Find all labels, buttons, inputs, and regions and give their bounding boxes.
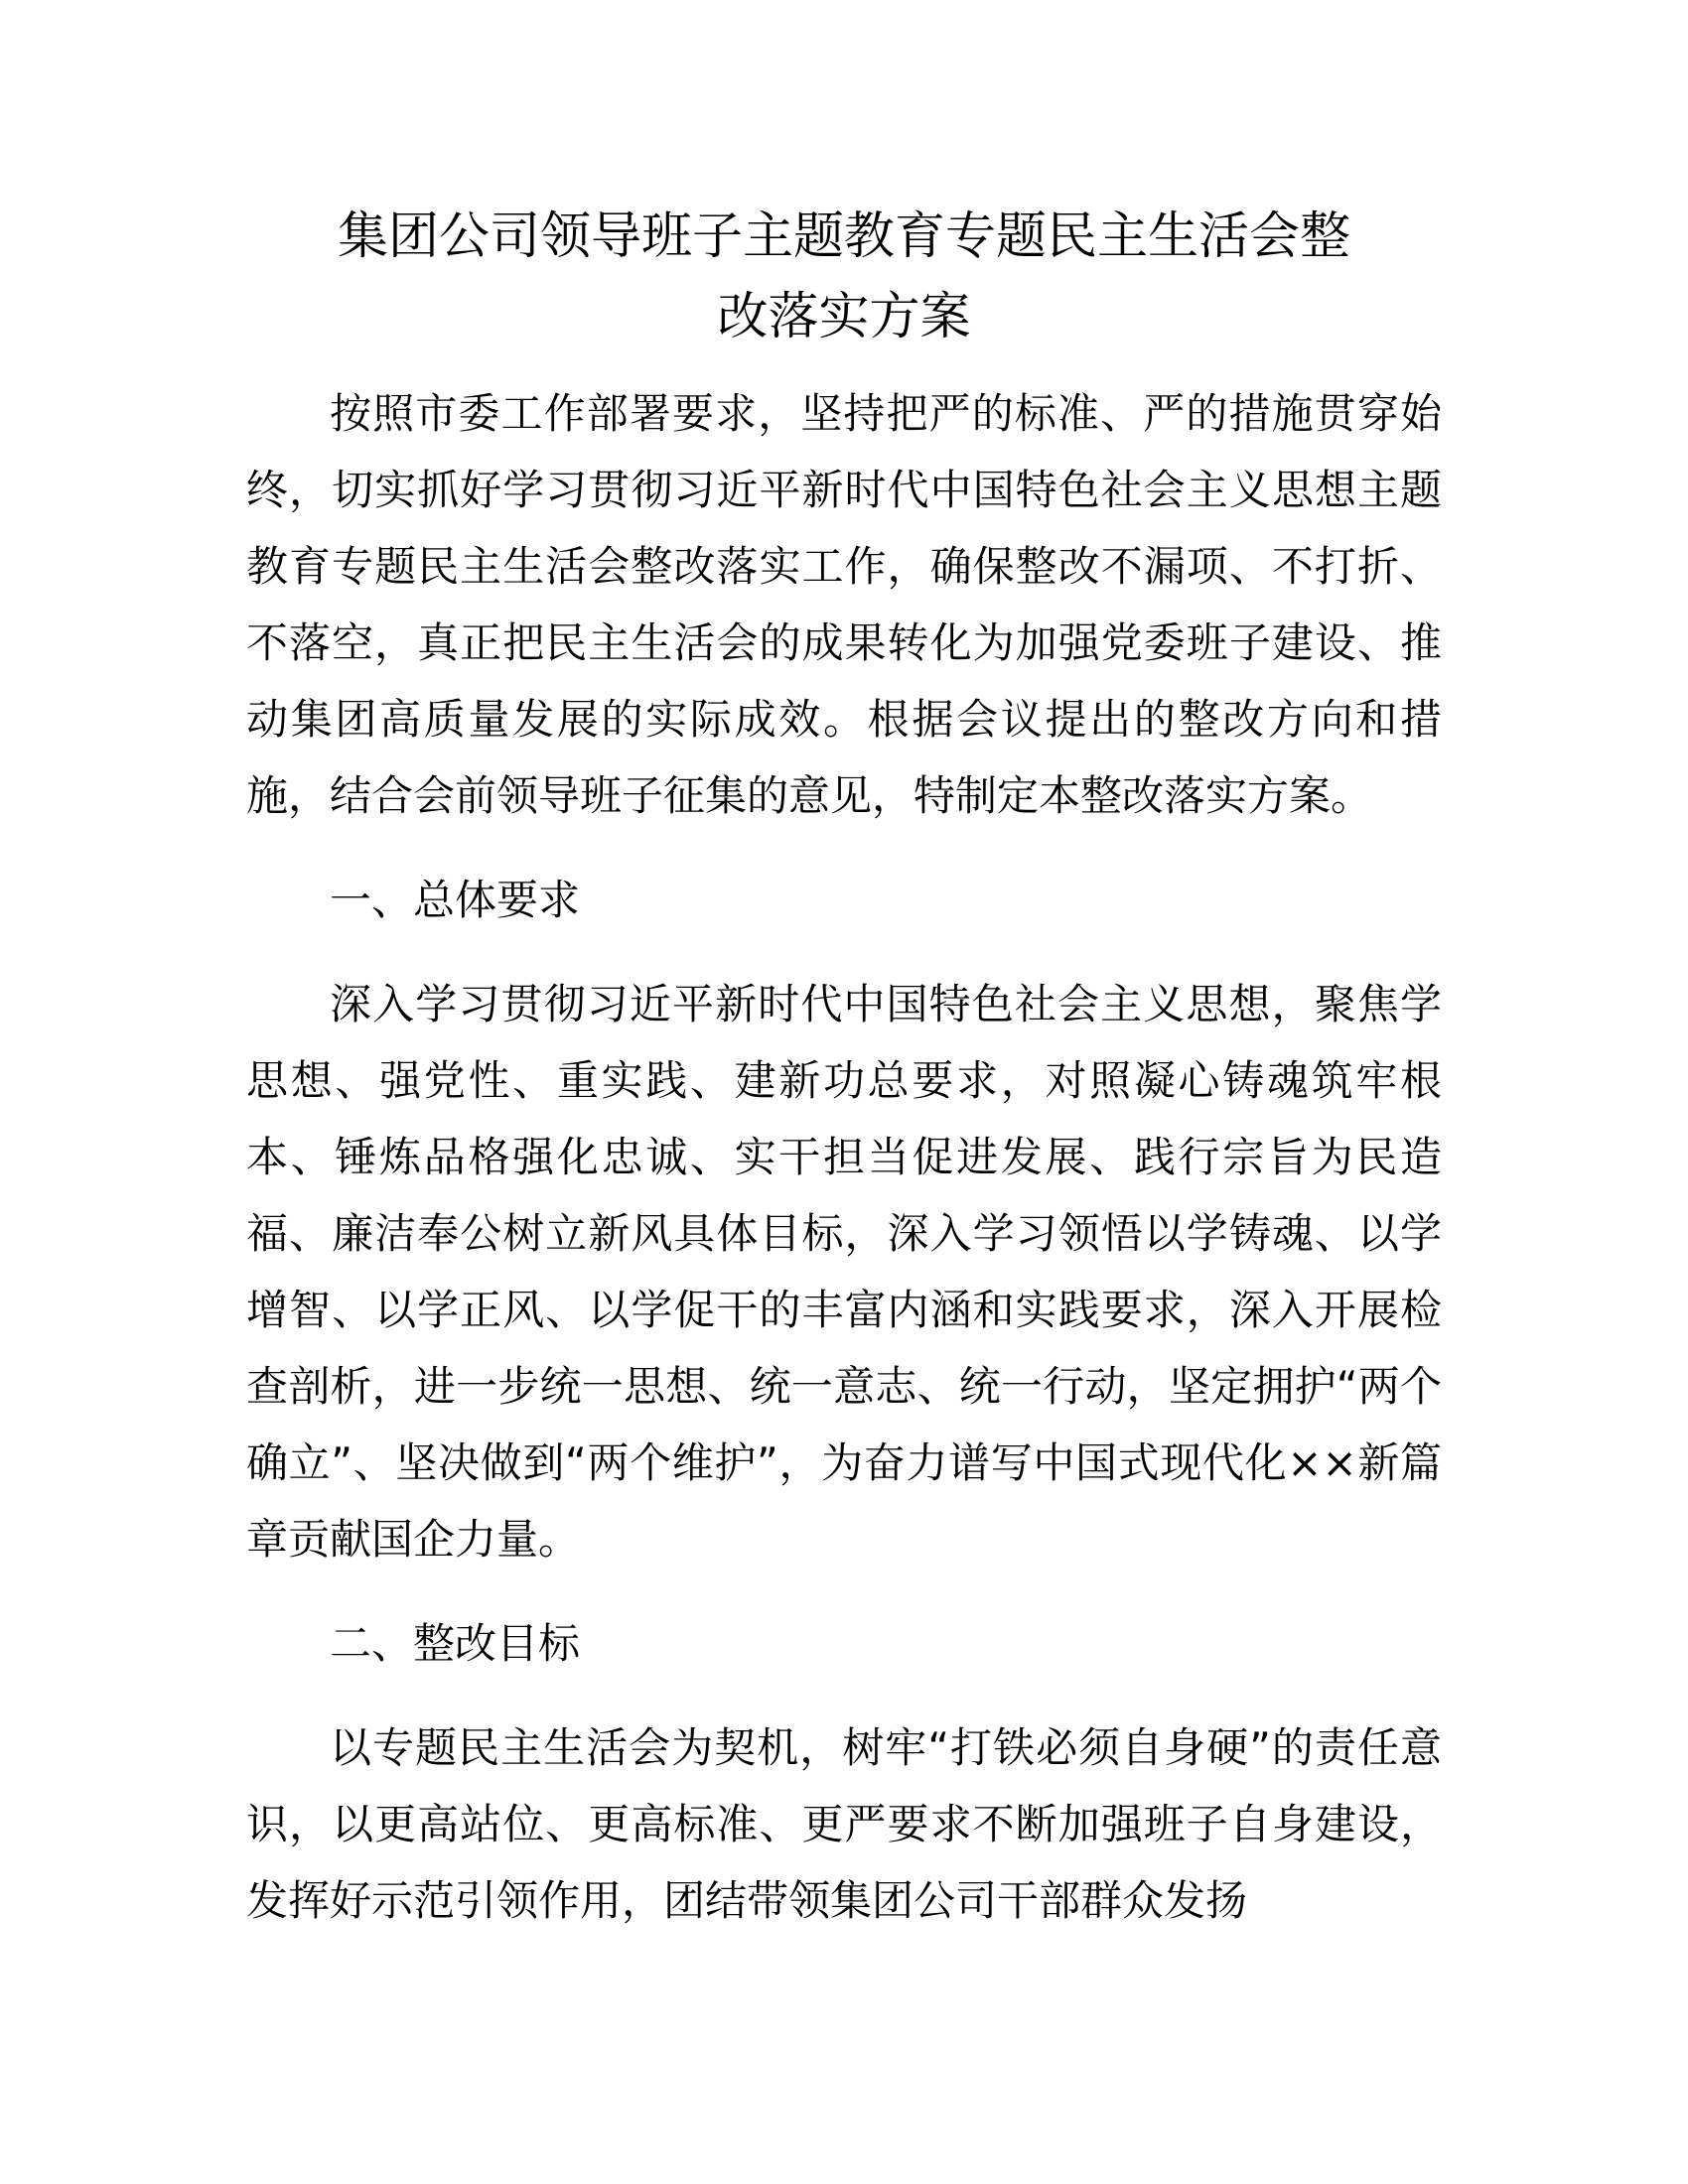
document-title: [246, 197, 1442, 357]
section-heading-rectification-goals: 二、整改目标: [330, 1619, 581, 1668]
rectification-goals-paragraph: 以专题民主生活会为契机，树牢“打铁必须自身硬”的责任意识，以更高站位、更高标准、更严要求不断加强班子自身建设，发挥好示范引领作用，团结带领集团公司干部群众发扬: [246, 1723, 1442, 1925]
section-heading-general-requirements: 一、总体要求: [330, 876, 581, 924]
general-requirements-paragraph: 深入学习贯彻习近平新时代中国特色社会主义思想，聚焦学思想、强党性、重实践、建新功总要求，对照凝心铸魂筑牢根本、锤炼品格强化忠诚、实干担当促进发展、践行宗旨为民造福、廉洁奉公树立新风具体目标，深入学习领悟以学铸魂、以学增智、以学正风、以学促干的丰富内涵和实践要求，深入开展检查剖析，进一步统一思想、统一意志、统一行动，坚定拥护“两个确立”、坚决做到“两个维护”，为奋力谱写中国式现代化××新篇章贡献国企力量。: [246, 980, 1442, 1564]
intro-paragraph: 按照市委工作部署要求，坚持把严的标准、严的措施贯穿始终，切实抓好学习贯彻习近平新时代中国特色社会主义思想主题教育专题民主生活会整改落实工作，确保整改不漏项、不打折、不落空，真正把民主生活会的成果转化为加强党委班子建设、推动集团高质量发展的实际成效。根据会议提出的整改方向和措施，结合会前领导班子征集的意见，特制定本整改落实方案。: [246, 389, 1442, 820]
document-body: [246, 375, 1442, 1939]
title-line-1: 集团公司领导班子主题教育专题民主生活会整: [337, 207, 1350, 266]
title-line-2: 改落实方案: [717, 288, 971, 346]
